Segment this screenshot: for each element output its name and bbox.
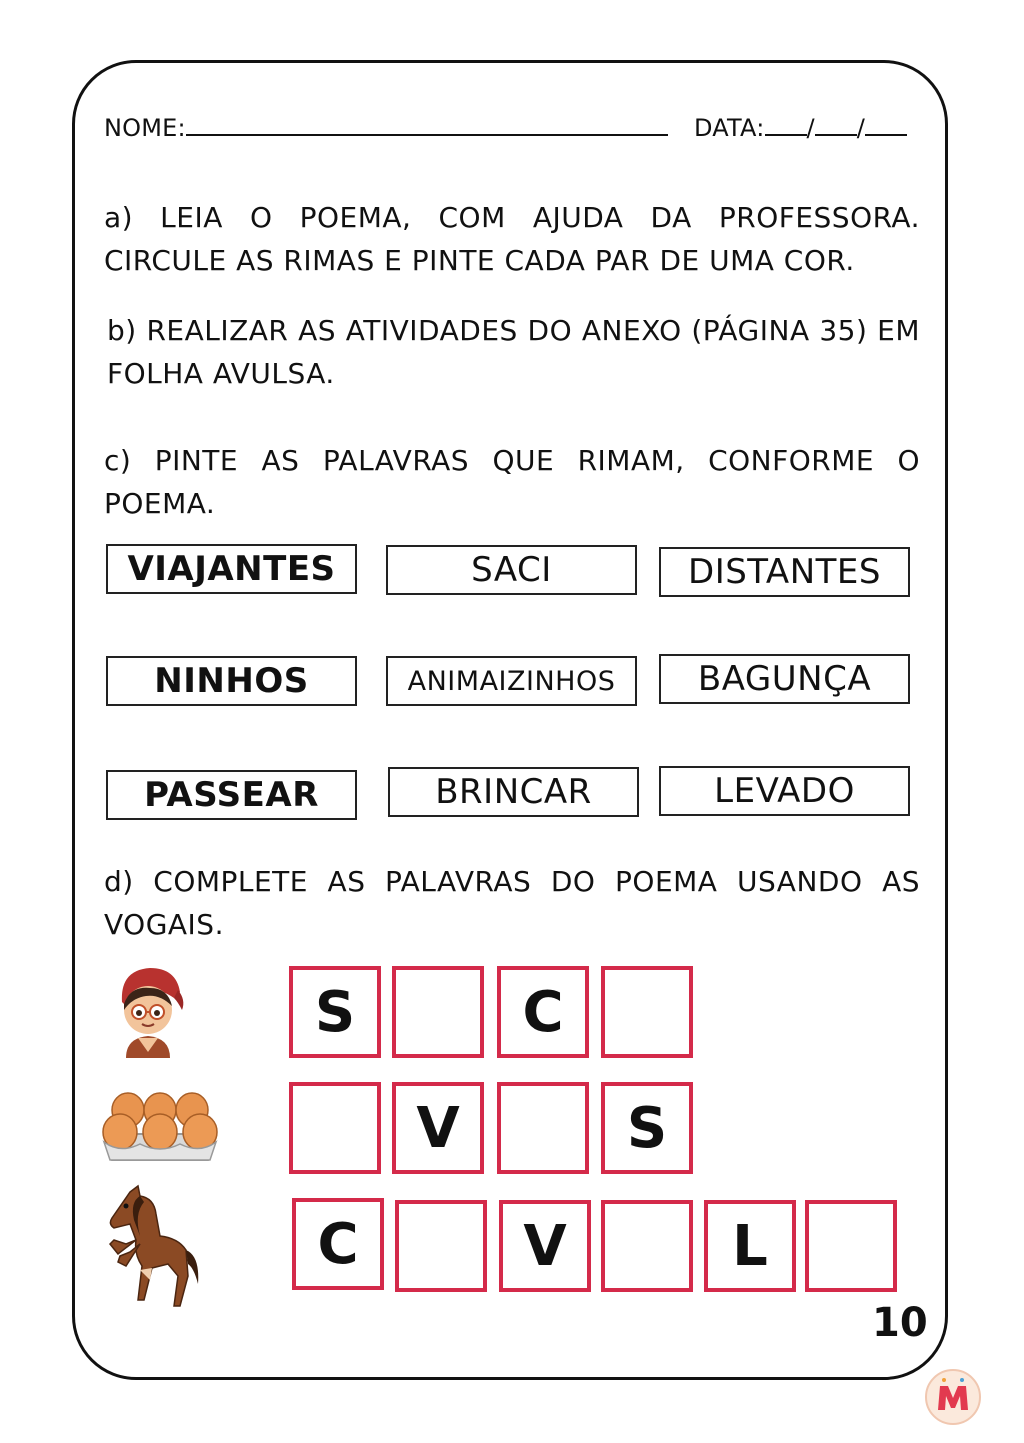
word-box-levado[interactable]: LEVADO [659,766,910,816]
word-box-bagunca[interactable]: BAGUNÇA [659,654,910,704]
word-box-saci[interactable]: SACI [386,545,637,595]
date-separator: / [806,114,815,142]
instruction-d: d) COMPLETE AS PALAVRAS DO POEMA USANDO AS VOGAIS. [104,865,920,941]
letter-cell[interactable]: L [704,1200,796,1292]
word-box-passear[interactable]: PASSEAR [106,770,357,820]
letter-cell[interactable]: S [601,1082,693,1174]
letter-cell-blank[interactable] [497,1082,589,1174]
letter-cell[interactable]: V [392,1082,484,1174]
egg-carton-icon [100,1088,220,1166]
name-line [186,112,668,136]
word-box-distantes[interactable]: DISTANTES [659,547,910,597]
name-field[interactable] [104,112,668,142]
date-field[interactable] [694,112,907,142]
letter-cell[interactable]: C [497,966,589,1058]
word-box-brincar[interactable]: BRINCAR [388,767,639,817]
page-number: 10 [872,1300,928,1346]
letter-cell-blank[interactable] [805,1200,897,1292]
saci-character-icon [108,962,188,1058]
word-box-ninhos[interactable]: NINHOS [106,656,357,706]
date-separator: / [856,114,866,142]
horse-icon [100,1184,204,1312]
letter-cell-blank[interactable] [395,1200,487,1292]
date-label: DATA: [694,114,765,142]
letter-cell-blank[interactable] [392,966,484,1058]
name-label: NOME: [104,114,186,142]
letter-cell[interactable]: C [292,1198,384,1290]
letter-cell-blank[interactable] [601,1200,693,1292]
letter-cell[interactable]: S [289,966,381,1058]
word-box-viajantes[interactable]: VIAJANTES [106,544,357,594]
word-box-animaizinhos[interactable]: ANIMAIZINHOS [386,656,637,706]
instruction-c: c) PINTE AS PALAVRAS QUE RIMAM, CONFORME O POEMA. [104,444,920,520]
publisher-logo-icon [924,1368,982,1426]
instruction-a: a) LEIA O POEMA, COM AJUDA DA PROFESSORA. CIRCULE AS RIMAS E PINTE CADA PAR DE UMA COR. [104,201,920,277]
letter-cell-blank[interactable] [601,966,693,1058]
letter-cell[interactable]: V [499,1200,591,1292]
letter-cell-blank[interactable] [289,1082,381,1174]
instruction-b: b) REALIZAR AS ATIVIDADES DO ANEXO (PÁGINA 35) EM FOLHA AVULSA. [107,314,920,390]
